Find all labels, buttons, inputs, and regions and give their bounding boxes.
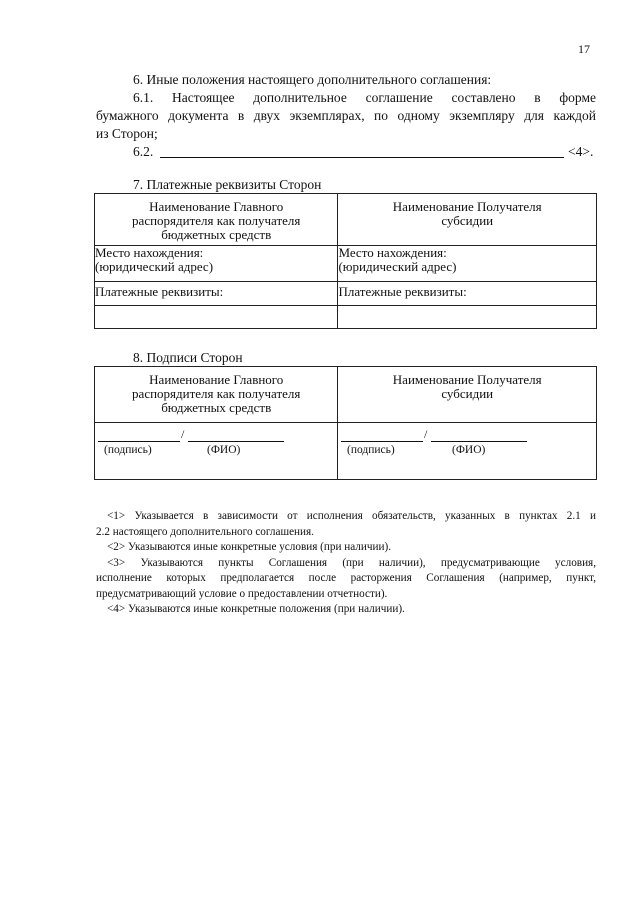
section-6-heading: 6. Иные положения настоящего дополнительного соглашения:	[133, 72, 492, 87]
payment-right-label: Платежные реквизиты:	[338, 284, 467, 299]
right-signature-label: (подпись)	[347, 444, 395, 456]
section-6-1-line-1: 6.1. Настоящее дополнительное соглашение составлено в форме	[133, 90, 596, 105]
footnote-3-line-2: исполнение которых предполагается после расторжения Соглашения (например, пункт,	[96, 572, 596, 584]
page-number: 17	[578, 42, 590, 56]
left-signature-slash: /	[181, 427, 185, 441]
location-left-sublabel: (юридический адрес)	[95, 259, 214, 274]
footnote-3-line-1: <3> Указываются пункты Соглашения (при наличии), предусматривающие условия,	[107, 557, 596, 569]
location-left-label: Место нахождения:	[95, 245, 204, 260]
right-signature-line	[341, 441, 423, 442]
left-signature-line	[98, 441, 180, 442]
payment-left-label: Платежные реквизиты:	[95, 284, 224, 299]
right-name-line	[431, 441, 527, 442]
payment-details-table	[94, 193, 597, 329]
left-signature-label: (подпись)	[104, 444, 152, 456]
footnote-2: <2> Указываются иные конкретные условия (при наличии).	[107, 541, 391, 553]
payment-right-empty-cell	[338, 306, 597, 329]
signature-left-header: Наименование Главного распорядителя как получателя бюджетных средств	[132, 372, 301, 415]
signature-right-header-cell	[338, 367, 597, 423]
left-name-line	[188, 441, 284, 442]
section-6-2-label: 6.2.	[133, 144, 154, 159]
location-right-cell	[338, 246, 597, 282]
section-7-heading: 7. Платежные реквизиты Сторон	[133, 177, 322, 192]
left-name-label: (ФИО)	[207, 444, 241, 456]
signatures-table	[94, 366, 597, 480]
section-6-1-line-3: из Сторон;	[96, 126, 158, 141]
section-6-2-ref: <4>.	[568, 144, 594, 159]
footnote-3-line-3: предусматривающий условие о предоставлении отчетности).	[96, 588, 388, 600]
footnote-1-line-2: 2.2 настоящего дополнительного соглашения.	[96, 526, 314, 538]
signature-right-header: Наименование Получателя субсидии	[392, 372, 542, 401]
payment-right-cell	[338, 282, 597, 306]
signature-left-header-cell	[95, 367, 338, 423]
payment-left-empty-cell	[95, 306, 338, 329]
payment-right-header: Наименование Получателя субсидии	[392, 199, 542, 228]
payment-left-header-cell	[95, 194, 338, 246]
location-right-label: Место нахождения:	[338, 245, 447, 260]
footnote-4: <4> Указываются иные конкретные положения (при наличии).	[107, 603, 405, 615]
right-name-label: (ФИО)	[452, 444, 486, 456]
payment-left-header: Наименование Главного распорядителя как получателя бюджетных средств	[132, 199, 301, 242]
location-left-cell	[95, 246, 338, 282]
location-right-sublabel: (юридический адрес)	[338, 259, 457, 274]
payment-right-header-cell	[338, 194, 597, 246]
footnote-1-line-1: <1> Указывается в зависимости от исполнения обязательств, указанных в пунктах 2.1 и	[107, 510, 596, 522]
section-6-2-fill-line	[160, 157, 564, 158]
section-6-1-line-2: бумажного документа в двух экземплярах, по одному экземпляру для каждой	[96, 108, 596, 123]
payment-left-cell	[95, 282, 338, 306]
right-signature-slash: /	[424, 427, 428, 441]
section-8-heading: 8. Подписи Сторон	[133, 350, 243, 365]
